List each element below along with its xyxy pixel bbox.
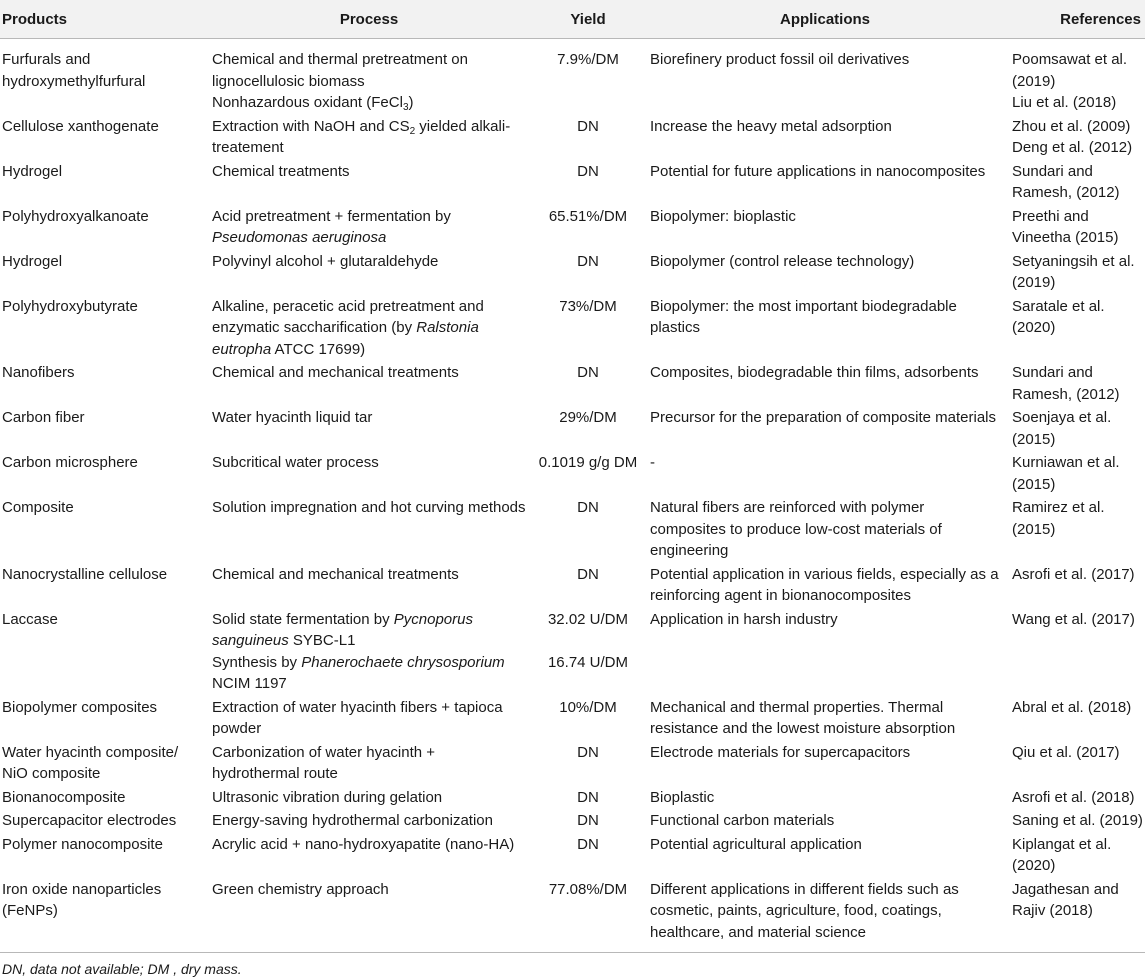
product-cell: Polymer nanocomposite bbox=[2, 835, 163, 853]
references-cell: Preethi and Vineetha (2015) bbox=[1012, 207, 1119, 246]
product-cell: Biopolymer composites bbox=[2, 698, 158, 716]
table-row bbox=[0, 205, 1145, 250]
product-cell: Carbon microsphere bbox=[2, 454, 138, 471]
references-cell: Asrofi et al. (2017) bbox=[1012, 565, 1135, 583]
table-row bbox=[0, 361, 1145, 406]
yield-cell: 65.51%/DM bbox=[548, 207, 628, 225]
yield-cell: DN bbox=[577, 117, 599, 135]
applications-cell: Functional carbon materials bbox=[650, 812, 835, 829]
yield-cell: 77.08%/DM bbox=[532, 878, 644, 953]
applications-cell: Potential agricultural application bbox=[650, 835, 862, 853]
applications-cell: Composites, biodegradable thin films, adsorbents bbox=[650, 364, 979, 381]
yield-cell: DN bbox=[577, 743, 599, 761]
yield-cell bbox=[532, 608, 644, 696]
applications-cell: Biopolymer: bioplastic bbox=[650, 207, 796, 225]
applications-cell: Bioplastic bbox=[650, 788, 715, 806]
header-row bbox=[0, 0, 1145, 39]
table-row bbox=[0, 496, 1145, 563]
process-cell: Chemical treatments bbox=[212, 162, 350, 180]
yield-cell: 0.1019 g/g DM bbox=[538, 454, 638, 471]
table-row bbox=[0, 250, 1145, 295]
yield-cell: DN bbox=[577, 788, 599, 806]
applications-cell: Potential application in various fields, especially as a reinforcing agent in bionanocomposites bbox=[650, 565, 999, 604]
header-references: References bbox=[1006, 0, 1145, 39]
product-cell: Bionanocomposite bbox=[2, 788, 126, 806]
product-cell: Hydrogel bbox=[2, 252, 63, 270]
process-cell: Green chemistry approach bbox=[206, 878, 532, 953]
table-row bbox=[0, 39, 1145, 115]
references-cell: Saratale et al. (2020) bbox=[1012, 297, 1105, 336]
reference-line: Zhou et al. (2009) bbox=[1012, 117, 1131, 135]
applications-cell: Natural fibers are reinforced with polymer composites to produce low-cost materials of engineering bbox=[650, 499, 942, 559]
table-row bbox=[0, 696, 1145, 741]
process-cell: Alkaline, peracetic acid pretreatment and enzymatic saccharification (by Ralstonia eutropha ATCC 17699) bbox=[212, 297, 484, 358]
process-cell: Extraction with NaOH and $CS_2$ yielded alkali-treatement bbox=[212, 117, 511, 156]
references-cell bbox=[1006, 115, 1145, 160]
table-row bbox=[0, 809, 1145, 833]
yield-cell: DN bbox=[577, 565, 599, 583]
process-line: Chemical and thermal pretreatment on lignocellulosic biomass bbox=[212, 51, 468, 90]
yield-cell: DN bbox=[577, 499, 599, 516]
applications-cell: Biorefinery product fossil oil derivatives bbox=[650, 51, 910, 68]
references-cell: Kiplangat et al. (2020) bbox=[1012, 835, 1112, 874]
process-cell: Chemical and mechanical treatments bbox=[212, 565, 459, 583]
table-row bbox=[0, 115, 1145, 160]
yield-cell: 29%/DM bbox=[559, 409, 617, 426]
process-cell: Extraction of water hyacinth fibers + tapioca powder bbox=[212, 698, 503, 737]
table-row bbox=[0, 878, 1145, 953]
applications-cell: Potential for future applications in nanocomposites bbox=[650, 162, 986, 180]
references-cell: Asrofi et al. (2018) bbox=[1012, 788, 1135, 806]
header-yield: Yield bbox=[532, 0, 644, 39]
yield-cell: 10%/DM bbox=[559, 698, 617, 716]
product-cell: Polyhydroxybutyrate bbox=[2, 297, 138, 315]
process-line: Nonhazardous oxidant (FeCl$_3$) bbox=[212, 94, 414, 113]
table-row bbox=[0, 786, 1145, 810]
applications-cell: - bbox=[650, 454, 655, 471]
references-cell: Qiu et al. (2017) bbox=[1012, 743, 1120, 761]
product-cell: Water hyacinth composite/ NiO composite bbox=[2, 743, 179, 782]
process-cell: Water hyacinth liquid tar bbox=[212, 409, 373, 426]
process-cell: Polyvinyl alcohol + glutaraldehyde bbox=[212, 252, 439, 270]
process-cell: Chemical and mechanical treatments bbox=[212, 364, 459, 381]
process-line: Synthesis by Phanerochaete chrysosporium NCIM 1197 bbox=[212, 653, 505, 692]
process-cell: Subcritical water process bbox=[212, 454, 379, 471]
applications-cell: Electrode materials for supercapacitors bbox=[650, 743, 911, 761]
applications-cell: Different applications in different fields such as cosmetic, paints, agriculture, food, coatings, healthcare, and material science bbox=[644, 878, 1006, 953]
product-cell: Cellulose xanthogenate bbox=[2, 117, 159, 135]
yield-cell: DN bbox=[577, 835, 599, 853]
header-process: Process bbox=[206, 0, 532, 39]
process-cell: Solution impregnation and hot curving methods bbox=[212, 499, 526, 516]
applications-cell: Biopolymer (control release technology) bbox=[650, 252, 915, 270]
references-cell: Abral et al. (2018) bbox=[1012, 698, 1132, 716]
references-cell: Sundari and Ramesh, (2012) bbox=[1012, 162, 1120, 201]
table-row bbox=[0, 741, 1145, 786]
header-applications: Applications bbox=[644, 0, 1006, 39]
reference-line: Liu et al. (2018) bbox=[1012, 94, 1117, 111]
references-cell: Jagathesan and Rajiv (2018) bbox=[1006, 878, 1145, 953]
product-cell: Laccase bbox=[2, 610, 58, 628]
yield-cell: DN bbox=[577, 812, 599, 829]
references-cell: Sundari and Ramesh, (2012) bbox=[1012, 364, 1120, 403]
table-row bbox=[0, 608, 1145, 696]
product-cell: Supercapacitor electrodes bbox=[2, 812, 177, 829]
applications-cell: Biopolymer: the most important biodegradable plastics bbox=[650, 297, 957, 336]
product-cell: Nanocrystalline cellulose bbox=[2, 565, 168, 583]
references-cell: Setyaningsih et al. (2019) bbox=[1012, 252, 1135, 291]
product-cell: Iron oxide nanoparticles (FeNPs) bbox=[0, 878, 206, 953]
product-cell: Hydrogel bbox=[2, 162, 63, 180]
process-cell: Acrylic acid + nano-hydroxyapatite (nano-HA) bbox=[212, 835, 515, 853]
process-cell: Ultrasonic vibration during gelation bbox=[212, 788, 443, 806]
process-cell bbox=[206, 39, 532, 115]
applications-cell: Precursor for the preparation of composite materials bbox=[650, 409, 996, 426]
yield-cell: 7.9%/DM bbox=[557, 51, 619, 68]
product-cell: Nanofibers bbox=[2, 364, 75, 381]
process-cell: Energy-saving hydrothermal carbonization bbox=[212, 812, 493, 829]
header-products: Products bbox=[0, 0, 206, 39]
yield-line: 32.02 U/DM bbox=[547, 610, 629, 628]
table-row bbox=[0, 833, 1145, 878]
references-cell: Wang et al. (2017) bbox=[1012, 610, 1135, 628]
references-cell: Soenjaya et al. (2015) bbox=[1012, 409, 1112, 448]
reference-line: Deng et al. (2012) bbox=[1012, 139, 1133, 156]
process-cell: Carbonization of water hyacinth + hydrothermal route bbox=[212, 743, 436, 782]
table-row bbox=[0, 563, 1145, 608]
applications-cell: Increase the heavy metal adsorption bbox=[650, 117, 892, 135]
table-row bbox=[0, 451, 1145, 496]
process-cell: Acid pretreatment + fermentation by Pseudomonas aeruginosa bbox=[212, 207, 451, 246]
yield-cell: DN bbox=[577, 162, 599, 180]
references-cell: Ramirez et al. (2015) bbox=[1012, 499, 1105, 538]
yield-line: 16.74 U/DM bbox=[547, 653, 629, 671]
references-cell: Kurniawan et al. (2015) bbox=[1012, 454, 1120, 493]
yield-cell: DN bbox=[577, 252, 599, 270]
references-cell: Saning et al. (2019) bbox=[1012, 812, 1143, 829]
process-line: Solid state fermentation by Pycnoporus sanguineus SYBC-L1 bbox=[212, 610, 473, 649]
table-row bbox=[0, 160, 1145, 205]
table-row bbox=[0, 295, 1145, 362]
yield-cell: DN bbox=[577, 364, 599, 381]
table-footnote: DN, data not available; DM , dry mass. bbox=[2, 961, 242, 977]
reference-line: Poomsawat et al. (2019) bbox=[1012, 51, 1128, 90]
yield-cell: 73%/DM bbox=[559, 297, 617, 315]
process-cell bbox=[206, 608, 532, 696]
product-cell: Furfurals and hydroxymethylfurfural bbox=[2, 51, 146, 90]
applications-cell: Mechanical and thermal properties. Thermal resistance and the lowest moisture absorption bbox=[650, 698, 956, 737]
product-cell: Carbon fiber bbox=[2, 409, 85, 426]
product-cell: Composite bbox=[2, 499, 74, 516]
applications-cell: Application in harsh industry bbox=[650, 610, 838, 628]
table-row bbox=[0, 406, 1145, 451]
product-cell: Polyhydroxyalkanoate bbox=[2, 207, 149, 225]
references-cell bbox=[1006, 39, 1145, 115]
